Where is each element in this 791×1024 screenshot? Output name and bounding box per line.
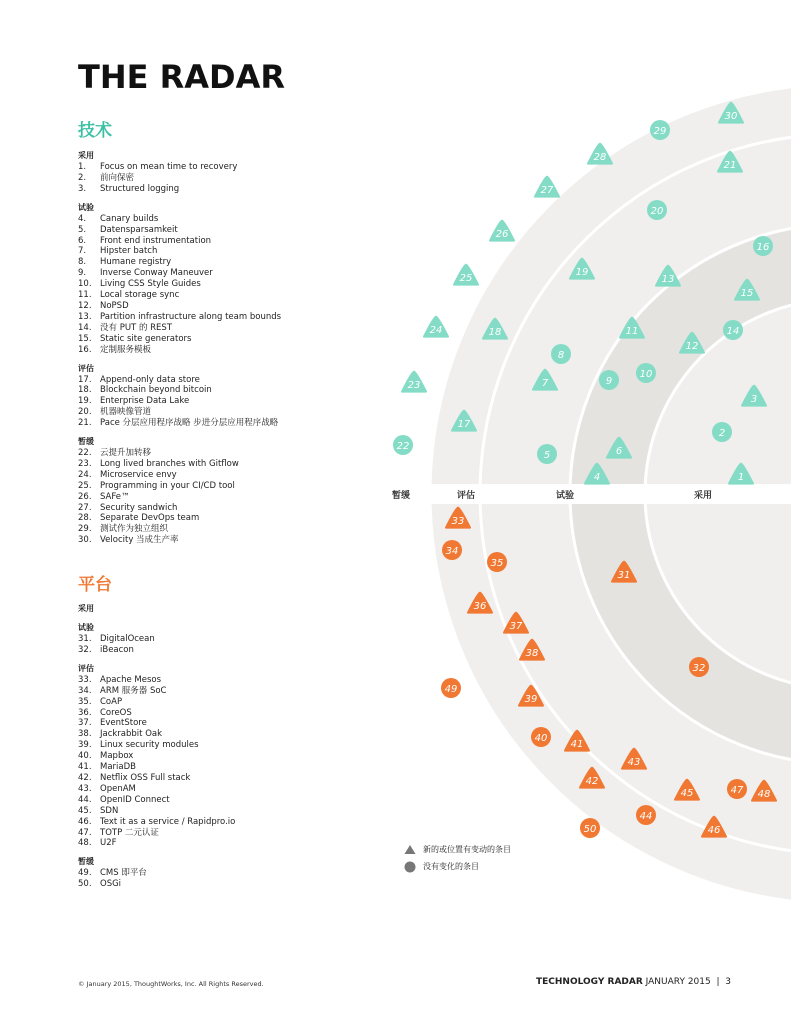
page-title: THE RADAR — [78, 58, 285, 96]
blip-number: 15 — [740, 288, 754, 299]
list-item — [78, 162, 281, 173]
list-item — [78, 312, 281, 323]
list-item — [78, 459, 281, 470]
blip-number: 27 — [540, 185, 554, 196]
item-label: Netflix OSS Full stack — [100, 772, 191, 783]
blip-number: 45 — [680, 788, 694, 799]
item-label: Inverse Conway Maneuver — [100, 268, 213, 279]
blip-number: 11 — [625, 326, 639, 337]
list-item — [78, 645, 235, 656]
list-item — [78, 708, 235, 719]
blip-number: 37 — [509, 621, 523, 632]
item-label: OpenID Connect — [100, 794, 170, 805]
blip-32 — [689, 657, 709, 677]
list-item — [78, 184, 281, 195]
list-group — [78, 603, 235, 615]
list-item — [78, 225, 281, 236]
item-label: Focus on mean time to recovery — [100, 162, 238, 172]
item-number: 29. — [78, 524, 92, 535]
item-number: 36. — [78, 707, 92, 718]
item-label: Local storage sync — [100, 290, 180, 301]
item-label: Hipster batch — [100, 246, 158, 257]
item-label: DigitalOcean — [100, 634, 155, 644]
item-label: Enterprise Data Lake — [100, 396, 190, 407]
item-number: 17. — [78, 374, 92, 385]
item-number: 12. — [78, 300, 92, 311]
blip-number: 21 — [723, 160, 737, 171]
list-item — [78, 481, 281, 492]
section-title-tech: 技术 — [78, 121, 112, 141]
item-number: 31. — [78, 634, 92, 644]
list-group — [78, 856, 235, 890]
copyright: © January 2015, ThoughtWorks, Inc. All Rights Reserved. — [78, 980, 264, 988]
item-number: 39. — [78, 740, 92, 751]
blip-28 — [588, 144, 612, 164]
blip-number: 24 — [429, 325, 443, 336]
footer-brand — [536, 977, 731, 987]
blip-number: 35 — [490, 558, 504, 569]
item-number: 23. — [78, 458, 92, 469]
list-item — [78, 268, 281, 279]
group-heading: 采用 — [78, 604, 94, 613]
item-number: 25. — [78, 480, 92, 491]
blip-number: 3 — [750, 394, 758, 405]
blip-number: 9 — [605, 376, 613, 387]
item-number: 26. — [78, 491, 92, 502]
list-item — [78, 751, 235, 762]
list-item — [78, 740, 235, 751]
item-number: 19. — [78, 396, 92, 407]
page-number: 3 — [725, 977, 731, 987]
tech-list — [78, 150, 281, 553]
item-label: OpenAM — [100, 783, 136, 794]
item-number: 6. — [78, 235, 87, 246]
item-number: 45. — [78, 805, 92, 816]
item-label: Apache Mesos — [100, 674, 162, 685]
triangle-icon — [404, 844, 416, 855]
list-item — [78, 257, 281, 268]
list-item — [78, 762, 235, 773]
list-item — [78, 806, 235, 817]
item-label: 云提升加转移 — [100, 448, 152, 459]
list-item — [78, 385, 281, 396]
blip-number: 4 — [593, 472, 601, 483]
blip-number: 46 — [707, 825, 721, 836]
item-label: SDN — [100, 805, 119, 816]
list-item — [78, 345, 281, 356]
item-number: 22. — [78, 448, 92, 459]
item-number: 43. — [78, 783, 92, 794]
item-number: 41. — [78, 762, 92, 773]
blip-number: 29 — [653, 126, 667, 137]
list-item — [78, 492, 281, 503]
item-label: Canary builds — [100, 213, 159, 224]
item-label: Static site generators — [100, 333, 192, 344]
item-label: Humane registry — [100, 257, 172, 268]
legend — [404, 841, 511, 875]
blip-number: 31 — [617, 570, 631, 581]
item-label: Programming in your CI/CD tool — [100, 480, 235, 491]
blip-number: 30 — [724, 111, 738, 122]
list-item — [78, 279, 281, 290]
item-label: Text it as a service / Rapidpro.io — [100, 816, 236, 827]
list-item — [78, 729, 235, 740]
item-number: 50. — [78, 879, 92, 890]
item-label: Linux security modules — [100, 740, 199, 751]
blip-number: 14 — [726, 326, 740, 337]
legend-label: 没有变化的条目 — [423, 862, 479, 871]
item-number: 10. — [78, 279, 92, 290]
blip-number: 23 — [407, 380, 421, 391]
legend-item-unchanged — [404, 858, 511, 875]
item-label: 机器映像管道 — [100, 407, 152, 418]
blip-number: 44 — [639, 811, 653, 822]
item-label: Velocity 当成生产率 — [100, 535, 179, 546]
list-item — [78, 301, 281, 312]
blip-number: 26 — [495, 229, 509, 240]
item-label: TOTP 二元认证 — [100, 827, 159, 838]
item-number: 38. — [78, 729, 92, 740]
ring-label: 评估 — [456, 491, 476, 501]
item-number: 42. — [78, 772, 92, 783]
group-heading: 暂缓 — [78, 857, 94, 867]
blip-14 — [723, 320, 743, 340]
list-group — [78, 436, 281, 546]
list-item — [78, 828, 235, 839]
list-item — [78, 675, 235, 686]
list-item — [78, 173, 281, 184]
item-number: 13. — [78, 311, 92, 322]
blip-number: 39 — [524, 694, 538, 705]
blip-23 — [402, 372, 426, 392]
blip-number: 36 — [473, 601, 487, 612]
list-item — [78, 246, 281, 257]
blip-number: 38 — [525, 648, 539, 659]
ring-label: 试验 — [555, 491, 575, 501]
list-item — [78, 773, 235, 784]
item-label: Mapbox — [100, 751, 134, 762]
list-item — [78, 795, 235, 806]
item-number: 32. — [78, 644, 92, 655]
platforms-list — [78, 603, 235, 897]
item-number: 48. — [78, 838, 92, 849]
blip-number: 20 — [650, 206, 664, 217]
list-item — [78, 838, 235, 849]
blip-9 — [599, 370, 619, 390]
item-label: EventStore — [100, 718, 147, 729]
list-item — [78, 718, 235, 729]
list-item — [78, 868, 235, 879]
list-item — [78, 513, 281, 524]
blip-number: 5 — [543, 450, 551, 461]
blip-number: 8 — [557, 350, 565, 361]
blip-number: 18 — [488, 327, 502, 338]
list-item — [78, 686, 235, 697]
item-number: 15. — [78, 333, 92, 344]
group-heading: 采用 — [78, 151, 94, 160]
item-number: 11. — [78, 290, 92, 301]
item-label: CMS 即平台 — [100, 868, 147, 879]
blip-number: 25 — [459, 273, 473, 284]
list-item — [78, 396, 281, 407]
brand-name: TECHNOLOGY RADAR — [536, 977, 643, 987]
blip-29 — [650, 120, 670, 140]
item-number: 4. — [78, 213, 87, 224]
list-group — [78, 622, 235, 656]
blip-2 — [712, 422, 732, 442]
section-title-platforms: 平台 — [78, 575, 112, 595]
list-item — [78, 524, 281, 535]
list-item — [78, 879, 235, 890]
item-number: 3. — [78, 183, 87, 194]
blip-8 — [551, 344, 571, 364]
blip-number: 7 — [541, 378, 549, 389]
blip-20 — [647, 200, 667, 220]
legend-item-new — [404, 841, 511, 858]
blip-16 — [753, 236, 773, 256]
blip-number: 48 — [757, 789, 771, 800]
group-heading: 评估 — [78, 363, 94, 373]
item-number: 18. — [78, 385, 92, 396]
item-label: Long lived branches with Gitflow — [100, 458, 239, 469]
blip-27 — [535, 177, 559, 197]
item-label: Separate DevOps team — [100, 513, 200, 524]
list-group — [78, 363, 281, 430]
item-number: 28. — [78, 513, 92, 524]
item-number: 46. — [78, 816, 92, 827]
list-item — [78, 418, 281, 429]
blip-50 — [580, 818, 600, 838]
blip-number: 33 — [451, 516, 465, 527]
item-number: 34. — [78, 685, 92, 696]
issue-date: JANUARY 2015 — [645, 977, 711, 987]
blip-5 — [537, 444, 557, 464]
blip-35 — [487, 552, 507, 572]
blip-number: 41 — [570, 739, 584, 750]
blip-22 — [393, 435, 413, 455]
blip-number: 6 — [615, 446, 623, 457]
item-number: 16. — [78, 344, 92, 355]
item-label: Blockchain beyond bitcoin — [100, 385, 212, 396]
list-item — [78, 236, 281, 247]
list-item — [78, 214, 281, 225]
list-item — [78, 375, 281, 386]
blip-25 — [454, 265, 478, 285]
blip-number: 40 — [534, 733, 548, 744]
item-number: 40. — [78, 751, 92, 762]
item-number: 2. — [78, 172, 87, 183]
group-heading: 试验 — [78, 623, 94, 632]
blip-number: 12 — [685, 341, 699, 352]
blip-number: 22 — [396, 441, 410, 452]
list-item — [78, 784, 235, 795]
blip-number: 16 — [756, 242, 770, 253]
item-number: 1. — [78, 162, 87, 172]
blip-number: 13 — [661, 274, 675, 285]
item-label: 没有 PUT 的 REST — [100, 322, 173, 333]
item-label: Pace 分层应用程序战略 步进分层应用程序战略 — [100, 418, 279, 429]
item-label: Front end instrumentation — [100, 235, 212, 246]
item-number: 47. — [78, 827, 92, 838]
item-label: Microservice envy — [100, 469, 177, 480]
ring-label: 采用 — [693, 491, 713, 501]
item-number: 14. — [78, 322, 92, 333]
blip-number: 32 — [692, 663, 706, 674]
list-item — [78, 535, 281, 546]
circle-icon — [404, 861, 416, 873]
blip-26 — [490, 221, 514, 241]
blip-40 — [531, 727, 551, 747]
list-group — [78, 663, 235, 850]
list-item — [78, 448, 281, 459]
blip-24 — [424, 317, 448, 337]
list-item — [78, 470, 281, 481]
blip-number: 50 — [583, 824, 597, 835]
item-number: 9. — [78, 268, 87, 279]
list-item — [78, 323, 281, 334]
item-label: Living CSS Style Guides — [100, 279, 201, 290]
blip-number: 42 — [585, 776, 599, 787]
item-label: 测试作为独立组织 — [100, 524, 169, 535]
item-number: 30. — [78, 535, 92, 546]
legend-label: 新的或位置有变动的条目 — [423, 845, 511, 854]
item-number: 49. — [78, 868, 92, 879]
item-number: 21. — [78, 418, 92, 429]
item-label: SAFe™ — [100, 491, 130, 502]
blip-number: 2 — [718, 428, 726, 439]
ring-label: 暂缓 — [391, 491, 411, 501]
item-label: Structured logging — [100, 183, 180, 194]
item-label: iBeacon — [100, 644, 134, 655]
list-group — [78, 150, 281, 195]
item-number: 24. — [78, 469, 92, 480]
blip-49 — [441, 678, 461, 698]
list-item — [78, 290, 281, 301]
item-label: Jackrabbit Oak — [100, 729, 163, 740]
list-item — [78, 817, 235, 828]
list-item — [78, 503, 281, 514]
item-label: NoPSD — [100, 300, 129, 311]
blip-10 — [636, 363, 656, 383]
item-label: CoAP — [100, 696, 123, 707]
blip-number: 17 — [457, 419, 471, 430]
list-item — [78, 697, 235, 708]
item-number: 5. — [78, 224, 87, 235]
list-item — [78, 634, 235, 645]
item-label: 前向保密 — [100, 172, 135, 183]
item-label: ARM 服务器 SoC — [100, 685, 167, 696]
group-heading: 评估 — [78, 663, 94, 673]
item-label: U2F — [100, 838, 117, 849]
group-heading: 暂缓 — [78, 437, 94, 447]
blip-number: 19 — [575, 267, 589, 278]
item-number: 35. — [78, 696, 92, 707]
blip-number: 10 — [639, 369, 653, 380]
item-label: Datensparsamkeit — [100, 224, 178, 235]
blip-number: 43 — [627, 757, 641, 768]
item-number: 44. — [78, 794, 92, 805]
item-label: CoreOS — [100, 707, 132, 718]
item-label: Security sandwich — [100, 502, 178, 513]
item-label: OSGi — [100, 879, 122, 890]
blip-number: 49 — [444, 684, 458, 695]
blip-number: 1 — [737, 472, 745, 483]
separator: | — [713, 977, 723, 987]
item-number: 20. — [78, 407, 92, 418]
blip-number: 47 — [730, 785, 744, 796]
item-label: Append-only data store — [100, 374, 200, 385]
list-item — [78, 407, 281, 418]
list-item — [78, 334, 281, 345]
item-label: 定制服务模板 — [100, 344, 152, 355]
item-number: 7. — [78, 246, 87, 257]
blip-47 — [727, 779, 747, 799]
item-label: Partition infrastructure along team bounds — [100, 311, 282, 322]
list-group — [78, 202, 281, 356]
blip-number: 28 — [593, 152, 607, 163]
item-label: MariaDB — [100, 762, 136, 773]
item-number: 37. — [78, 718, 92, 729]
item-number: 8. — [78, 257, 87, 268]
item-number: 27. — [78, 502, 92, 513]
item-number: 33. — [78, 674, 92, 685]
blip-number: 34 — [445, 546, 459, 557]
blip-44 — [636, 805, 656, 825]
group-heading: 试验 — [78, 202, 94, 212]
blip-34 — [442, 540, 462, 560]
